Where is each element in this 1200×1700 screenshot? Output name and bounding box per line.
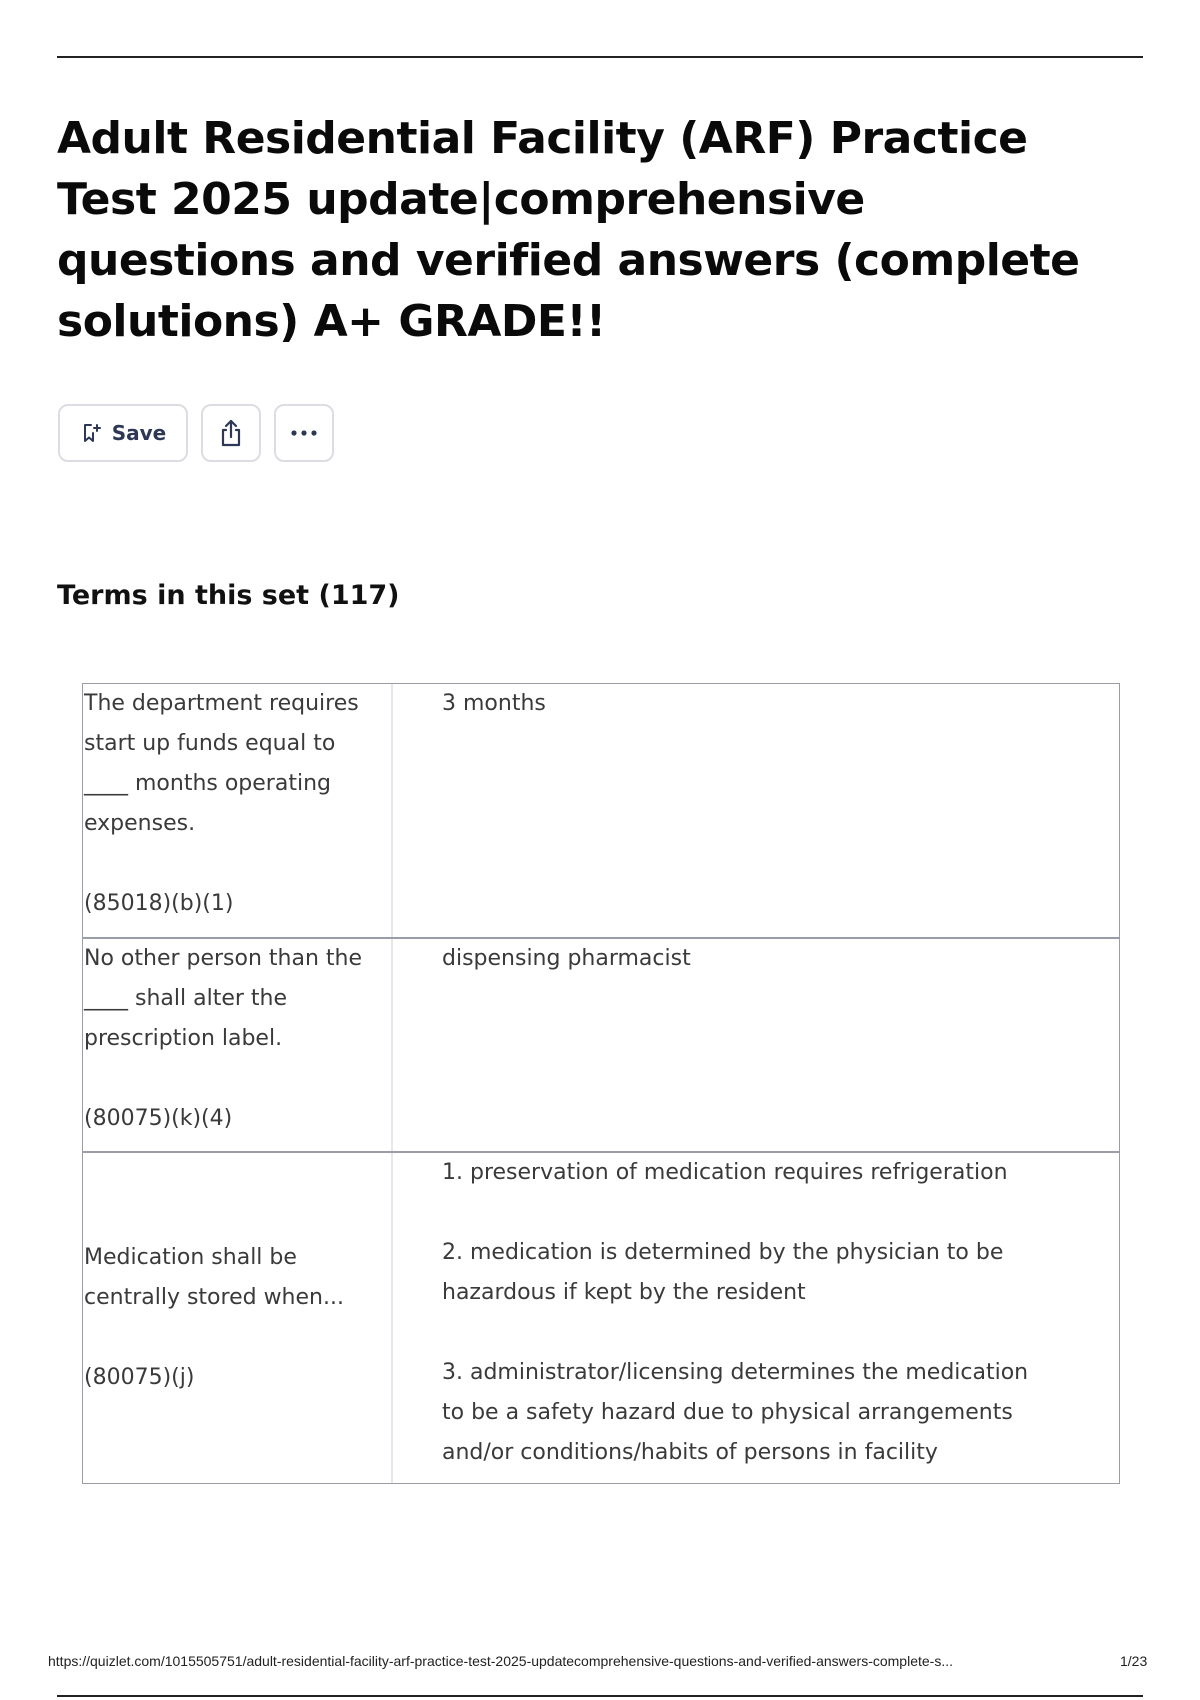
page-title: Adult Residential Facility (ARF) Practice Test 2025 update|comprehensive questions and verified answers (complete solutions) A+ GRADE!! [57,113,1080,347]
term-question [83,1153,393,1483]
term-row [83,937,1119,1151]
term-row [83,684,1119,937]
bookmark-plus-icon [80,422,102,444]
term-row [83,1151,1119,1483]
save-label: Save [111,421,167,445]
term-question: The department requires start up funds equal to ____ months operating expenses. (85018)(b)(1) [83,684,393,937]
term-answer: 3 months [442,691,546,716]
header-divider [57,56,1143,58]
terms-heading: Terms in this set (117) [57,580,400,611]
page-url: https://quizlet.com/1015505751/adult-residential-facility-arf-practice-test-2025-updatecomprehensive-questions-and-verified-answers-complete-s... [48,1653,953,1669]
save-button[interactable] [58,404,188,462]
term-answer: dispensing pharmacist [442,946,691,971]
more-options-icon [289,429,319,437]
term-answer: 1. preservation of medication requires refrigeration 2. medication is determined by the physician to be hazardous if kept by the resident 3. administrator/licensing determines the medication to be a safety hazard due to physical arrangements and/or conditions/habits of persons in facility [442,1160,1029,1465]
page-number: 1/23 [1120,1653,1148,1669]
terms-table [82,683,1120,1484]
footer-divider [57,1695,1143,1697]
term-question: No other person than the ____ shall alter the prescription label. (80075)(k)(4) [83,939,393,1151]
term-question-text: Medication shall be centrally stored when... (80075)(j) [84,1245,344,1390]
share-icon [217,418,245,448]
share-button[interactable] [201,404,261,462]
more-options-button[interactable] [274,404,334,462]
